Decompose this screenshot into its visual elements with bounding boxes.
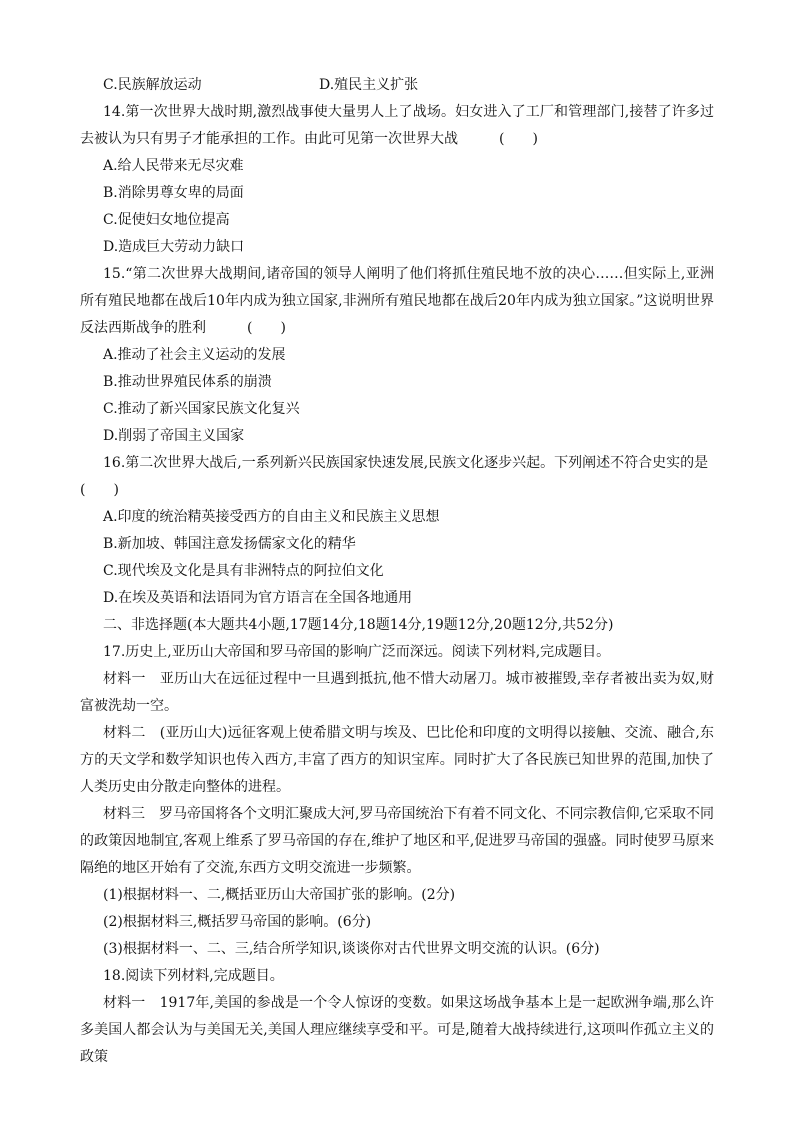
q17-material-3: 材料三 罗马帝国将各个文明汇聚成大河,罗马帝国统治下有着不同文化、不同宗教信仰,它采取不同的政策因地制宜,客观上维系了罗马帝国的存在,维护了地区和平,促进罗马帝国的强盛。同时使罗马原来隔绝的地区开始有了交流,东西方文明交流进一步频繁。 — [80, 806, 714, 876]
q14-option-b: B.消除男尊女卑的局面 — [103, 185, 244, 201]
q16-option-a: A.印度的统治精英接受西方的自由主义和民族主义思想 — [103, 509, 440, 525]
option-c: C.民族解放运动 — [103, 77, 202, 93]
q14-option-a: A.给人民带来无尽灾难 — [103, 158, 244, 174]
q15-option-d: D.削弱了帝国主义国家 — [103, 428, 245, 444]
q17-sub-2: (2)根据材料三,概括罗马帝国的影响。(6分) — [103, 914, 372, 930]
q14-stem: 14.第一次世界大战时期,激烈战事使大量男人上了战场。妇女进入了工厂和管理部门,接替了许多过去被认为只有男子才能承担的工作。由此可见第一次世界大战 ( ) — [80, 99, 714, 153]
q16-option-d: D.在埃及英语和法语同为官方语言在全国各地通用 — [103, 590, 413, 606]
q16-stem: 16.第二次世界大战后,一系列新兴民族国家快速发展,民族文化逐步兴起。下列阐述不符合史实的是 — [103, 455, 709, 471]
q14-option-d: D.造成巨大劳动力缺口 — [103, 239, 245, 255]
q17-sub-3: (3)根据材料一、二、三,结合所学知识,谈谈你对古代世界文明交流的认识。(6分) — [103, 941, 600, 957]
section-heading: 二、非选择题(本大题共4小题,17题14分,18题14分,19题12分,20题12分,共52分) — [103, 617, 614, 633]
q17-material-2: 材料二 (亚历山大)远征客观上使希腊文明与埃及、巴比伦和印度的文明得以接触、交流、融合,东方的天文学和数学知识也传入西方,丰富了西方的知识宝库。同时扩大了各民族已知世界的范围,加快了人类历史由分散走向整体的进程。 — [80, 725, 714, 795]
q17-material-1: 材料一 亚历山大在远征过程中一旦遇到抵抗,他不惜大动屠刀。城市被摧毁,幸存者被出卖为奴,财富被洗劫一空。 — [80, 671, 714, 714]
q17-stem: 17.历史上,亚历山大帝国和罗马帝国的影响广泛而深远。阅读下列材料,完成题目。 — [103, 644, 611, 660]
q13-options-cd — [80, 72, 714, 99]
q15-stem: 15.“第二次世界大战期间,诸帝国的领导人阐明了他们将抓住殖民地不放的决心……但实际上,亚洲所有殖民地都在战后10年内成为独立国家,非洲所有殖民地都在战后20年内成为独立国家。”这说明世界反法西斯战争的胜利 ( ) — [80, 261, 714, 342]
q18-stem: 18.阅读下列材料,完成题目。 — [103, 968, 284, 984]
q16-option-c: C.现代埃及文化是具有非洲特点的阿拉伯文化 — [103, 563, 384, 579]
q15-option-c: C.推动了新兴国家民族文化复兴 — [103, 401, 300, 417]
answer-bracket: ( ) — [80, 482, 119, 498]
q15-option-b: B.推动世界殖民体系的崩溃 — [103, 374, 272, 390]
q18-material-1: 材料一 1917年,美国的参战是一个令人惊讶的变数。如果这场战争基本上是一起欧洲争端,那么许多美国人都会认为与美国无关,美国人理应继续享受和平。可是,随着大战持续进行,这项叫作孤立主义的政策 — [80, 995, 714, 1065]
q15-option-a: A.推动了社会主义运动的发展 — [103, 347, 286, 363]
q14-option-c: C.促使妇女地位提高 — [103, 212, 230, 228]
answer-bracket: ( ) — [247, 320, 286, 336]
answer-bracket: ( ) — [499, 131, 538, 147]
q17-sub-1: (1)根据材料一、二,概括亚历山大帝国扩张的影响。(2分) — [103, 887, 456, 903]
option-d: D.殖民主义扩张 — [319, 77, 419, 93]
q16-option-b: B.新加坡、韩国注意发扬儒家文化的精华 — [103, 536, 356, 552]
